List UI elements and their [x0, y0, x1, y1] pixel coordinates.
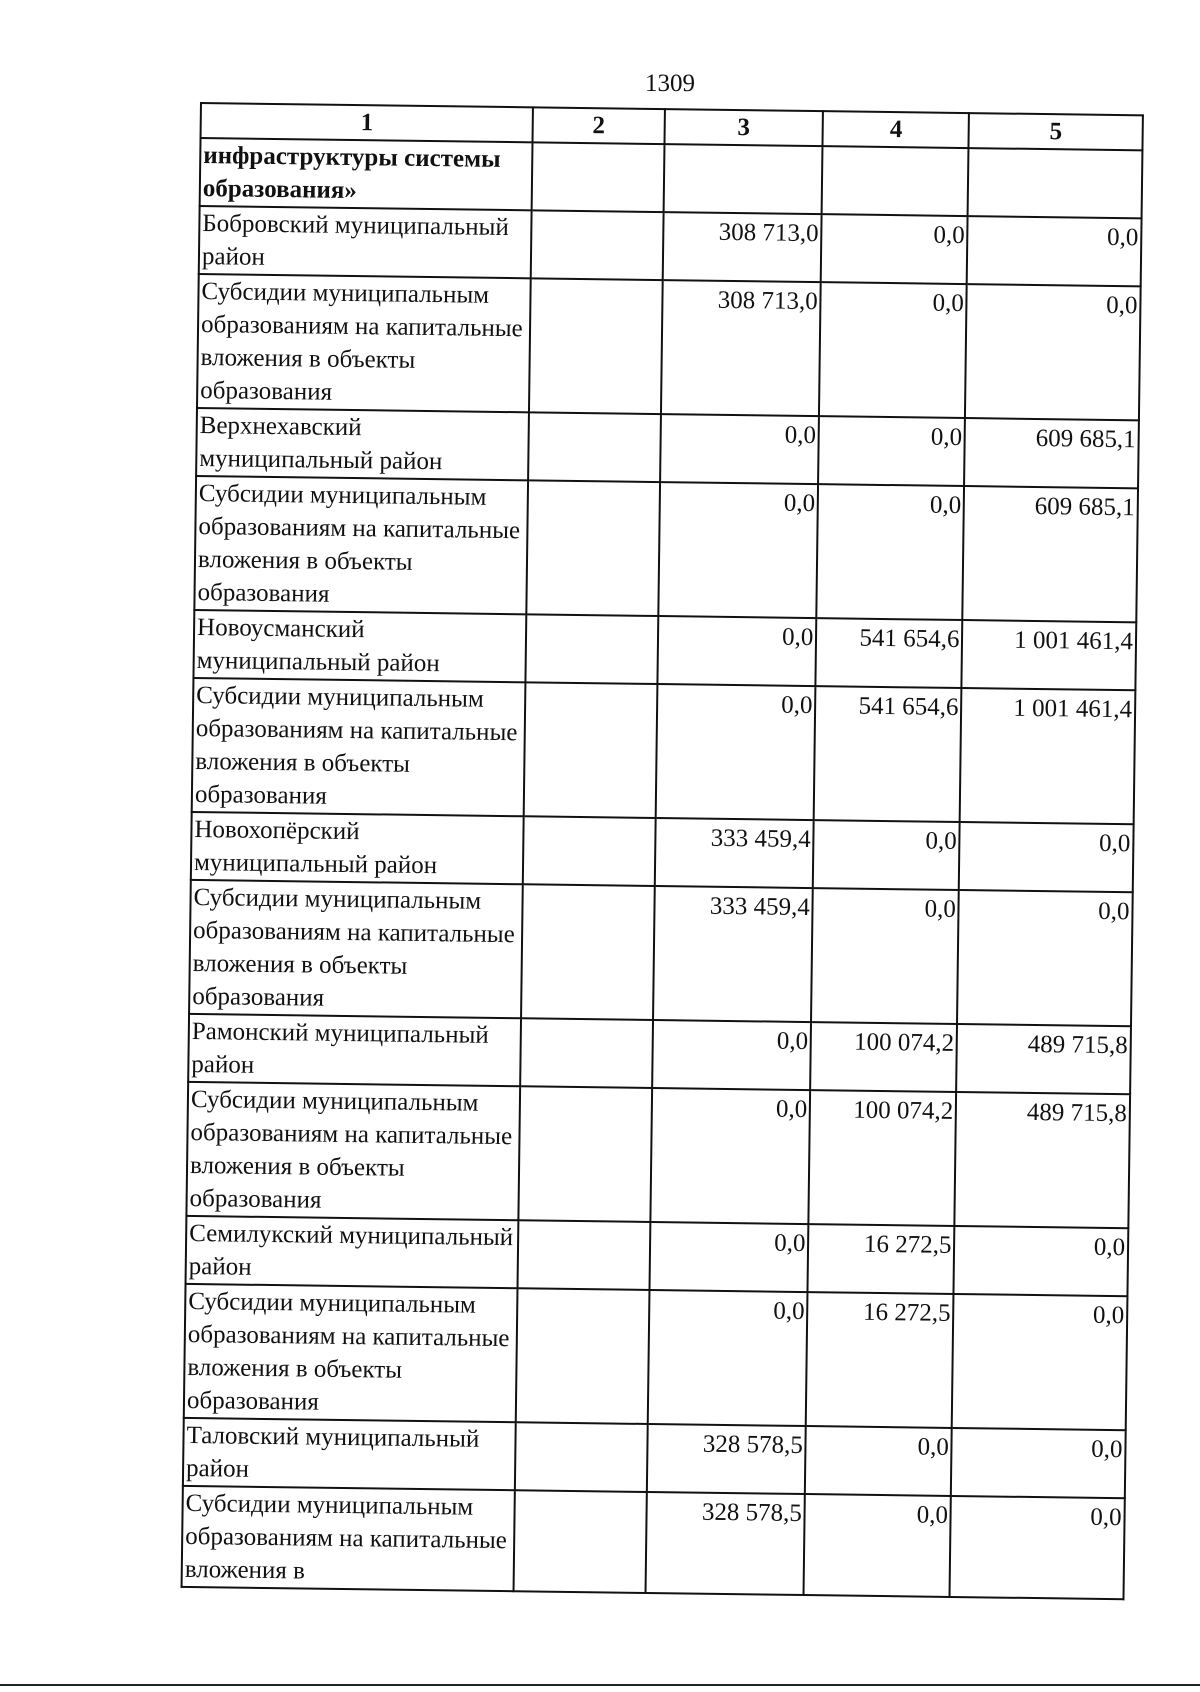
- row-col4-value: 100 074,2: [810, 1022, 957, 1092]
- column-header-4: 4: [823, 111, 970, 148]
- row-col3-value: 328 578,5: [646, 1424, 806, 1494]
- row-col2-cell: [526, 614, 658, 684]
- row-name-cell: Субсидии муниципальным образованиям на капитальные вложения в объекты образования: [184, 1284, 518, 1422]
- row-col2-cell: [523, 816, 655, 886]
- row-col4-value: [822, 146, 969, 216]
- row-col4-value: 16 272,5: [808, 1224, 955, 1294]
- row-name-cell: Субсидии муниципальным образованиям на капитальные вложения в объекты образования: [192, 678, 526, 816]
- row-col5-value: 0,0: [957, 890, 1132, 1026]
- row-col5-value: 0,0: [951, 1428, 1125, 1498]
- row-col4-value: 0,0: [821, 214, 968, 284]
- row-col4-value: 0,0: [819, 282, 967, 418]
- row-col5-value: 0,0: [965, 284, 1140, 420]
- page-number: 1309: [645, 70, 695, 97]
- row-col3-value: [663, 144, 823, 214]
- row-col2-cell: [531, 210, 663, 280]
- table-row: [183, 1418, 1126, 1498]
- row-col3-value: 0,0: [647, 1290, 807, 1426]
- table-row: [188, 1014, 1131, 1094]
- budget-table: [181, 102, 1144, 1600]
- row-name-cell: Субсидии муниципальным образованиям на капитальные вложения в объекты образования: [194, 476, 528, 614]
- row-col4-value: 0,0: [813, 820, 960, 890]
- row-col4-value: 100 074,2: [809, 1090, 957, 1226]
- row-col2-cell: [520, 1018, 652, 1088]
- row-col2-cell: [519, 1086, 652, 1222]
- row-col4-value: 541 654,6: [814, 686, 962, 822]
- row-name-cell: Новохопёрский муниципальный район: [191, 812, 524, 884]
- row-name-cell: Субсидии муниципальным образованиям на капитальные вложения в объекты образования: [186, 1082, 520, 1220]
- row-col2-cell: [516, 1288, 649, 1424]
- row-col4-value: 541 654,6: [816, 618, 963, 688]
- row-name-cell: Субсидии муниципальным образованиям на капитальные вложения в: [182, 1486, 516, 1591]
- column-header-5: 5: [969, 113, 1143, 150]
- row-col5-value: 0,0: [952, 1294, 1127, 1430]
- row-name-cell: Таловский муниципальный район: [183, 1418, 516, 1490]
- table-row: [196, 408, 1139, 488]
- column-header-2: 2: [533, 107, 665, 144]
- row-col3-value: 0,0: [657, 616, 817, 686]
- row-col4-value: 0,0: [811, 888, 959, 1024]
- row-col3-value: 0,0: [652, 1020, 812, 1090]
- row-col4-value: 0,0: [804, 1494, 951, 1597]
- row-col2-cell: [527, 480, 660, 616]
- table-row: [184, 1284, 1128, 1430]
- row-name-cell: Субсидии муниципальным образованиям на капитальные вложения в объекты образования: [189, 880, 523, 1018]
- table-row: [193, 610, 1136, 690]
- row-col2-cell: [529, 278, 662, 414]
- table-row: [200, 138, 1143, 218]
- row-name-cell: инфраструктуры системы образования»: [200, 138, 533, 210]
- row-col2-cell: [518, 1220, 650, 1290]
- row-col5-value: 1 001 461,4: [960, 688, 1135, 824]
- row-name-cell: Семилукский муниципальный район: [186, 1216, 519, 1288]
- row-name-cell: Новоусманский муниципальный район: [193, 610, 526, 682]
- row-col3-value: 308 713,0: [661, 280, 821, 416]
- table-row: [194, 476, 1138, 622]
- row-col3-value: 0,0: [660, 414, 820, 484]
- column-header-1: 1: [201, 103, 534, 142]
- page-bottom-rule: [0, 1684, 1200, 1686]
- row-name-cell: Рамонский муниципальный район: [188, 1014, 521, 1086]
- row-name-cell: Верхнехавский муниципальный район: [196, 408, 529, 480]
- table-row: [182, 1486, 1125, 1599]
- row-col5-value: 489 715,8: [956, 1024, 1130, 1094]
- row-col2-cell: [528, 412, 660, 482]
- table-row: [191, 812, 1134, 892]
- row-col5-value: 0,0: [959, 822, 1133, 892]
- table-body: [182, 138, 1143, 1599]
- row-col2-cell: [524, 682, 657, 818]
- row-col5-value: 489 715,8: [955, 1092, 1130, 1228]
- row-col3-value: 0,0: [649, 1222, 809, 1292]
- row-col4-value: 16 272,5: [806, 1292, 954, 1428]
- table-row: [186, 1216, 1129, 1296]
- table-row: [197, 274, 1141, 420]
- row-col3-value: 328 578,5: [645, 1492, 805, 1595]
- row-col4-value: 0,0: [817, 484, 965, 620]
- row-col3-value: 333 459,4: [653, 886, 813, 1022]
- row-col2-cell: [521, 884, 654, 1020]
- row-col2-cell: [532, 142, 664, 212]
- row-name-cell: Бобровский муниципальный район: [199, 206, 532, 278]
- table-row: [199, 206, 1142, 286]
- row-col5-value: 0,0: [954, 1226, 1128, 1296]
- row-col3-value: 333 459,4: [654, 818, 814, 888]
- row-col5-value: 0,0: [950, 1496, 1125, 1599]
- row-col5-value: 609 685,1: [964, 418, 1138, 488]
- row-col5-value: 609 685,1: [963, 486, 1138, 622]
- row-col5-value: 1 001 461,4: [962, 620, 1136, 690]
- row-name-cell: Субсидии муниципальным образованиям на капитальные вложения в объекты образования: [197, 274, 531, 412]
- row-col3-value: 0,0: [658, 482, 818, 618]
- row-col4-value: 0,0: [818, 416, 965, 486]
- table-row: [186, 1082, 1130, 1228]
- row-col3-value: 0,0: [655, 684, 815, 820]
- row-col5-value: 0,0: [967, 216, 1141, 286]
- table-row: [189, 880, 1133, 1026]
- row-col4-value: 0,0: [805, 1426, 952, 1496]
- column-header-3: 3: [664, 109, 823, 146]
- row-col2-cell: [514, 1490, 647, 1593]
- row-col3-value: 0,0: [650, 1088, 810, 1224]
- table-row: [192, 678, 1136, 824]
- row-col2-cell: [515, 1422, 647, 1492]
- row-col5-value: [968, 148, 1142, 218]
- row-col3-value: 308 713,0: [662, 212, 822, 282]
